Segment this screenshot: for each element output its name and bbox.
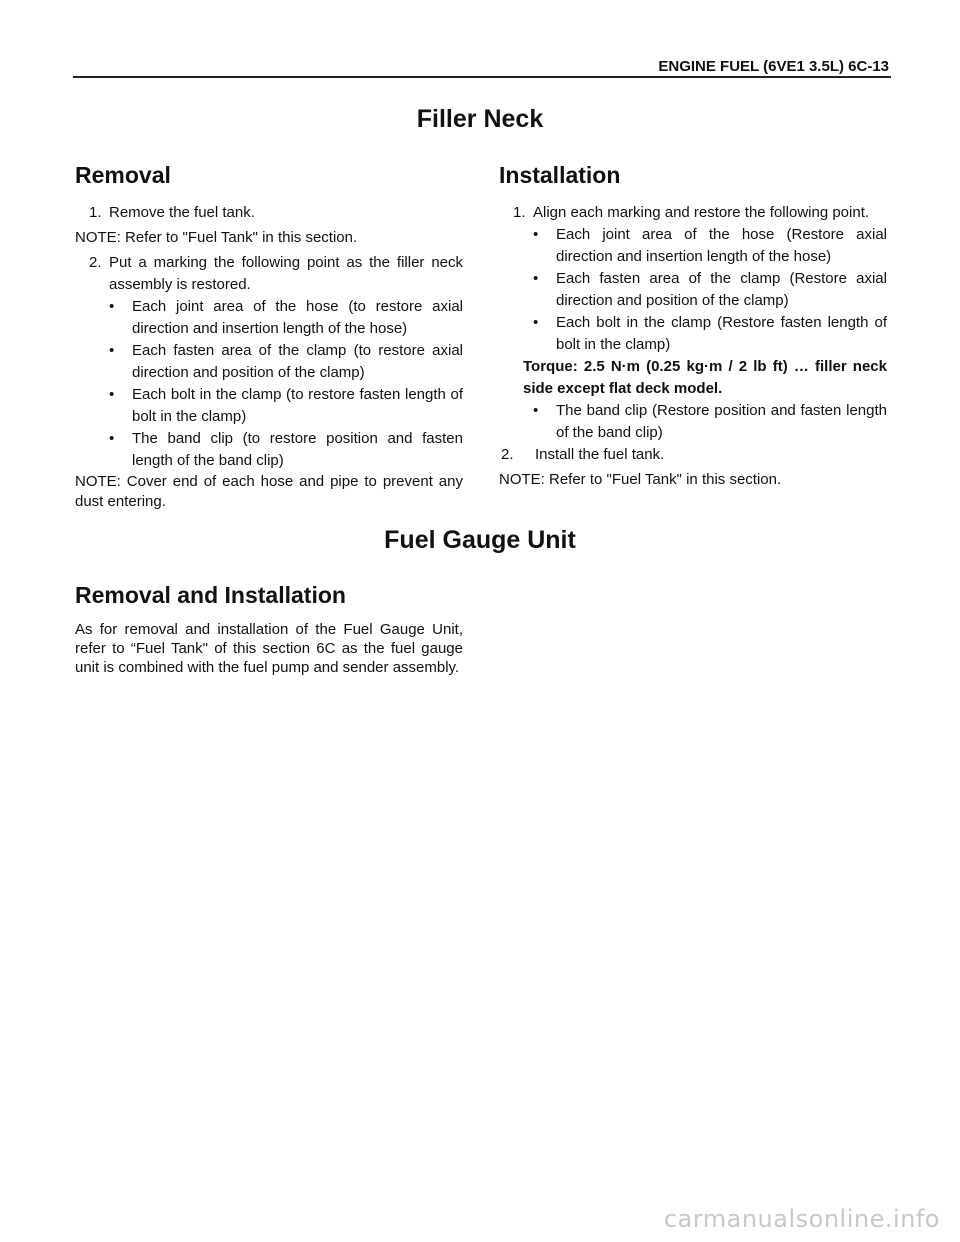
list-item: • Each joint area of the hose (Restore axial direction and insertion length of the hose) [523,224,887,268]
removal-column [75,160,463,515]
step-text: Remove the fuel tank. [109,204,255,221]
fuel-gauge-section [75,580,463,677]
removal-note-1: NOTE: Refer to "Fuel Tank" in this section. [75,229,358,246]
removal-heading: Removal [75,162,171,188]
step-number: 1. [513,204,526,221]
installation-step-2 [499,444,887,466]
list-item: • Each joint area of the hose (to restore axial direction and insertion length of the hose) [99,296,463,340]
installation-note: NOTE: Refer to "Fuel Tank" in this section. [499,471,782,488]
page-header: ENGINE FUEL (6VE1 3.5L) 6C-13 [658,58,889,75]
installation-column [499,160,887,494]
step-number: 2. [89,254,102,271]
list-item: • The band clip (Restore position and fasten length of the band clip) [523,400,887,444]
removal-step-2 [75,252,463,296]
header-rule [73,76,891,78]
watermark: carmanualsonline.info [663,1205,940,1233]
step-number: 2. [501,446,514,463]
list-item: • Each fasten area of the clamp (to restore axial direction and position of the clamp) [99,340,463,384]
step-text: Install the fuel tank. [535,446,665,463]
fuel-gauge-heading: Removal and Installation [75,582,346,608]
removal-step-1 [75,202,463,224]
fuel-gauge-text: As for removal and installation of the Fuel Gauge Unit, refer to “Fuel Tank" of this section 6C as the fuel gauge unit is combined with the fuel pump and sender assembly. [75,621,463,676]
list-item: • Each fasten area of the clamp (Restore axial direction and position of the clamp) [523,268,887,312]
list-item: • The band clip (to restore position and fasten length of the band clip) [99,428,463,472]
section-title-filler-neck: Filler Neck [416,105,544,133]
installation-heading: Installation [499,162,621,188]
list-item: • Each bolt in the clamp (to restore fasten length of bolt in the clamp) [99,384,463,428]
removal-bullet-list [99,296,463,472]
step-number: 1. [89,204,102,221]
list-item: • Each bolt in the clamp (Restore fasten length of bolt in the clamp) [523,312,887,356]
step-text: Put a marking the following point as the filler neck assembly is restored. [109,254,463,293]
step-text: Align each marking and restore the following point. [533,204,870,221]
installation-bullet-list-2 [523,400,887,444]
installation-step-1 [499,202,887,224]
section-title-fuel-gauge-unit: Fuel Gauge Unit [384,526,576,554]
removal-note-2: NOTE: Cover end of each hose and pipe to prevent any dust entering. [75,473,463,510]
installation-bullet-list [523,224,887,356]
torque-spec: Torque: 2.5 N·m (0.25 kg·m / 2 lb ft) … filler neck side except flat deck model. [523,358,887,397]
